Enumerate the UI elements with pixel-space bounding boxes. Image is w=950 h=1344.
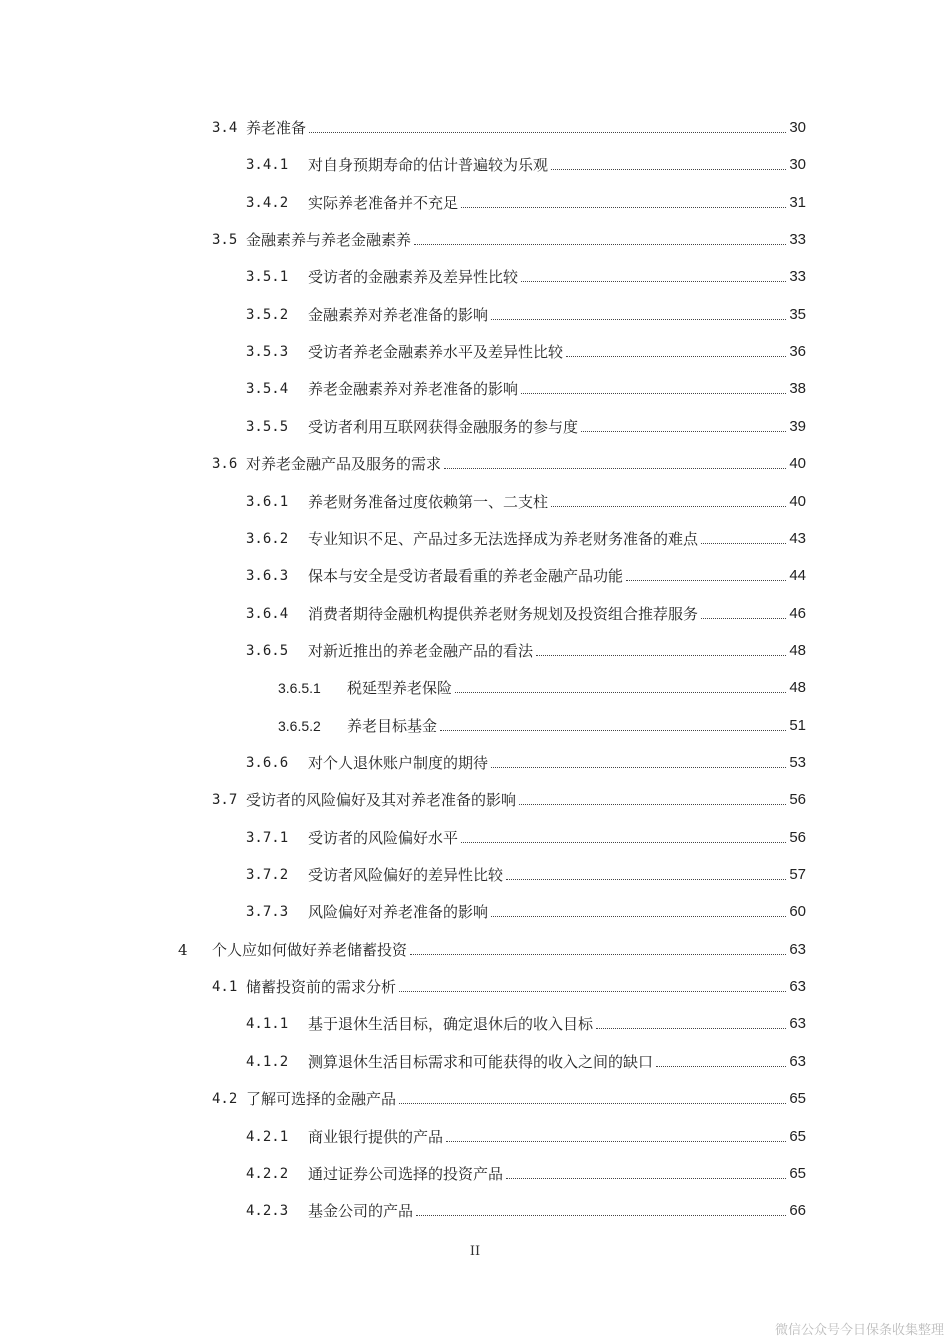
toc-leader-dots <box>399 1103 786 1104</box>
toc-entry[interactable] <box>246 488 806 512</box>
toc-entry-number: 4.1.2 <box>246 1053 289 1070</box>
toc-entry[interactable] <box>212 973 806 997</box>
toc-entry-number: 3.6.5 <box>246 642 289 659</box>
toc-entry[interactable] <box>246 562 806 586</box>
toc-entry-number: 3.5 <box>212 232 238 249</box>
toc-entry-number: 3.4.1 <box>246 157 289 174</box>
toc-entry-page: 39 <box>789 417 806 435</box>
toc-leader-dots <box>416 1215 786 1216</box>
toc-leader-dots <box>521 393 786 394</box>
toc-entry-number: 4.2 <box>212 1091 238 1108</box>
toc-entry-page: 63 <box>789 978 806 996</box>
toc-entry[interactable] <box>212 786 806 810</box>
toc-entry-title: 消费者期待金融机构提供养老财务规划及投资组合推荐服务 <box>308 604 699 623</box>
toc-leader-dots <box>519 804 786 805</box>
toc-entry[interactable] <box>246 637 806 661</box>
toc-entry-page: 56 <box>789 791 806 809</box>
toc-entry-page: 30 <box>789 156 806 174</box>
toc-entry-number: 3.6 <box>212 456 238 473</box>
page-number: II <box>469 1244 481 1259</box>
toc-entry-title: 税延型养老保险 <box>347 679 453 698</box>
toc-entry-number: 3.7.3 <box>246 904 289 921</box>
toc-entry-page: 51 <box>789 716 806 734</box>
toc-entry-page: 35 <box>789 305 806 323</box>
toc-entry-page: 48 <box>789 641 806 659</box>
toc-entry-page: 33 <box>789 231 806 249</box>
toc-entry-number: 3.5.4 <box>246 381 289 398</box>
toc-leader-dots <box>551 506 786 507</box>
toc-entry-number: 3.6.5.2 <box>278 717 321 734</box>
toc-entry-title: 养老目标基金 <box>347 716 438 735</box>
toc-entry-title: 测算退休生活目标需求和可能获得的收入之间的缺口 <box>308 1052 654 1071</box>
toc-entry[interactable] <box>246 861 806 885</box>
toc-leader-dots <box>461 842 786 843</box>
toc-entry[interactable] <box>212 1085 806 1109</box>
toc-entry-page: 48 <box>789 679 806 697</box>
toc-entry[interactable] <box>178 936 806 960</box>
toc-leader-dots <box>581 431 786 432</box>
toc-entry-number: 3.7.2 <box>246 867 289 883</box>
toc-entry-page: 40 <box>789 455 806 473</box>
toc-entry-title: 商业银行提供的产品 <box>308 1127 444 1146</box>
toc-entry-page: 30 <box>789 119 806 136</box>
toc-entry-title: 个人应如何做好养老储蓄投资 <box>212 940 408 959</box>
toc-entry-page: 57 <box>789 866 806 883</box>
toc-entry[interactable] <box>246 898 806 922</box>
toc-leader-dots <box>491 916 786 917</box>
toc-entry[interactable] <box>278 712 806 736</box>
toc-entry-page: 38 <box>789 380 806 398</box>
toc-entry-title: 基金公司的产品 <box>308 1202 414 1221</box>
toc-entry-title: 受访者的金融素养及差异性比较 <box>308 268 519 287</box>
toc-entry-page: 63 <box>789 1015 806 1033</box>
toc-entry-title: 储蓄投资前的需求分析 <box>246 978 397 997</box>
toc-entry[interactable] <box>246 824 806 848</box>
toc-leader-dots <box>410 954 786 955</box>
toc-leader-dots <box>399 991 786 992</box>
toc-entry-number: 3.5.5 <box>246 418 289 435</box>
toc-entry-title: 受访者的风险偏好水平 <box>308 828 459 847</box>
toc-entry-number: 3.4.2 <box>246 194 289 211</box>
toc-entry[interactable] <box>246 301 806 325</box>
toc-entry[interactable] <box>246 1010 806 1034</box>
toc-entry-page: 63 <box>789 940 806 958</box>
toc-leader-dots <box>491 767 786 768</box>
toc-leader-dots <box>521 281 786 282</box>
toc-entry-number: 4.2.1 <box>246 1128 289 1145</box>
toc-leader-dots <box>596 1028 786 1029</box>
toc-entry-page: 53 <box>789 754 806 771</box>
toc-entry-number: 3.4 <box>212 120 238 136</box>
toc-leader-dots <box>461 207 786 208</box>
toc-entry-title: 保本与安全是受访者最看重的养老金融产品功能 <box>308 567 624 586</box>
toc-entry-title: 对个人退休账户制度的期待 <box>308 754 489 772</box>
toc-entry-page: 63 <box>789 1052 806 1070</box>
toc-entry[interactable] <box>246 749 806 773</box>
toc-entry-title: 基于退休生活目标，确定退休后的收入目标 <box>308 1015 594 1034</box>
toc-entry-number: 3.6.3 <box>246 568 289 585</box>
toc-entry[interactable] <box>246 338 806 362</box>
toc-entry-number: 3.6.5.1 <box>278 680 321 697</box>
toc-leader-dots <box>414 244 786 245</box>
toc-entry-title: 受访者的风险偏好及其对养老准备的影响 <box>246 791 517 810</box>
toc-leader-dots <box>536 655 786 656</box>
toc-entry-number: 3.7.1 <box>246 829 289 846</box>
toc-entry-number: 3.7 <box>212 792 238 809</box>
toc-entry-title: 受访者风险偏好的差异性比较 <box>308 866 504 884</box>
toc-leader-dots <box>626 580 786 581</box>
toc-entry-page: 65 <box>789 1090 806 1108</box>
toc-leader-dots <box>701 543 786 544</box>
toc-leader-dots <box>506 1178 786 1179</box>
toc-entry[interactable] <box>246 525 806 549</box>
toc-entry-page: 60 <box>789 903 806 921</box>
toc-entry-number: 3.5.1 <box>246 269 289 286</box>
toc-leader-dots <box>444 468 786 469</box>
toc-entry-title: 实际养老准备并不充足 <box>308 193 459 212</box>
toc-entry-page: 56 <box>789 828 806 846</box>
toc-entry[interactable] <box>278 674 806 698</box>
toc-entry[interactable] <box>212 114 806 138</box>
toc-entry-title: 对新近推出的养老金融产品的看法 <box>308 641 534 660</box>
toc-leader-dots <box>656 1066 786 1067</box>
toc-entry-title: 受访者利用互联网获得金融服务的参与度 <box>308 417 579 436</box>
toc-entry-title: 金融素养与养老金融素养 <box>246 231 412 250</box>
toc-entry-number: 3.5.3 <box>246 344 289 361</box>
toc-leader-dots <box>506 879 786 880</box>
toc-entry-title: 对自身预期寿命的估计普遍较为乐观 <box>308 156 549 175</box>
toc-entry-number: 4.2.2 <box>246 1165 289 1182</box>
toc-entry-title: 了解可选择的金融产品 <box>246 1090 397 1109</box>
toc-entry-number: 3.6.4 <box>246 605 289 622</box>
toc-entry-title: 金融素养对养老准备的影响 <box>308 305 489 324</box>
toc-entry-title: 通过证券公司选择的投资产品 <box>308 1164 504 1183</box>
toc-entry-title: 受访者养老金融素养水平及差异性比较 <box>308 343 564 362</box>
toc-entry-title: 对养老金融产品及服务的需求 <box>246 455 442 474</box>
toc-entry-title: 养老财务准备过度依赖第一、二支柱 <box>308 492 549 511</box>
toc-entry-number: 3.6.6 <box>246 755 289 771</box>
toc-entry-page: 40 <box>789 492 806 510</box>
toc-entry[interactable] <box>212 226 806 250</box>
toc-entry-number: 4.1.1 <box>246 1016 289 1033</box>
toc-entry-title: 风险偏好对养老准备的影响 <box>308 903 489 922</box>
toc-entry[interactable] <box>246 1123 806 1147</box>
toc-entry-title: 养老金融素养对养老准备的影响 <box>308 380 519 399</box>
toc-entry-number: 4.2.3 <box>246 1203 289 1220</box>
toc-entry-page: 36 <box>789 343 806 361</box>
toc-leader-dots <box>701 618 786 619</box>
toc-entry[interactable] <box>246 413 806 437</box>
toc-leader-dots <box>440 730 786 731</box>
toc-entry[interactable] <box>246 1197 806 1221</box>
toc-entry[interactable] <box>246 375 806 399</box>
toc-entry-title: 养老准备 <box>246 119 307 137</box>
toc-entry-page: 43 <box>789 529 806 547</box>
toc-leader-dots <box>566 356 786 357</box>
toc-leader-dots <box>551 169 786 170</box>
toc-entry-page: 33 <box>789 268 806 286</box>
toc-entry-page: 31 <box>789 193 806 211</box>
watermark: 微信公众号今日保条收集整理 <box>774 1323 944 1338</box>
toc-entry-page: 44 <box>789 567 806 585</box>
toc-entry-page: 65 <box>789 1164 806 1182</box>
toc-leader-dots <box>491 319 786 320</box>
toc-entry[interactable] <box>246 263 806 287</box>
toc-entry-number: 3.6.1 <box>246 493 289 510</box>
toc-entry-number: 3.6.2 <box>246 530 289 547</box>
toc-entry[interactable] <box>246 600 806 624</box>
toc-entry-page: 66 <box>789 1202 806 1220</box>
toc-entry[interactable] <box>246 1048 806 1072</box>
toc-entry[interactable] <box>246 189 806 213</box>
toc-leader-dots <box>446 1141 786 1142</box>
toc-entry-number: 4.1 <box>212 979 238 996</box>
toc-entry[interactable] <box>246 151 806 175</box>
toc-entry[interactable] <box>246 1160 806 1184</box>
toc-entry-title: 专业知识不足、产品过多无法选择成为养老财务准备的难点 <box>308 529 699 548</box>
toc-entry-page: 65 <box>789 1127 806 1145</box>
toc-entry-number: 4 <box>178 940 188 959</box>
toc-leader-dots <box>455 692 786 693</box>
toc-entry[interactable] <box>212 450 806 474</box>
toc-entry-page: 46 <box>789 604 806 622</box>
toc-leader-dots <box>309 132 786 133</box>
toc-entry-number: 3.5.2 <box>246 306 289 323</box>
